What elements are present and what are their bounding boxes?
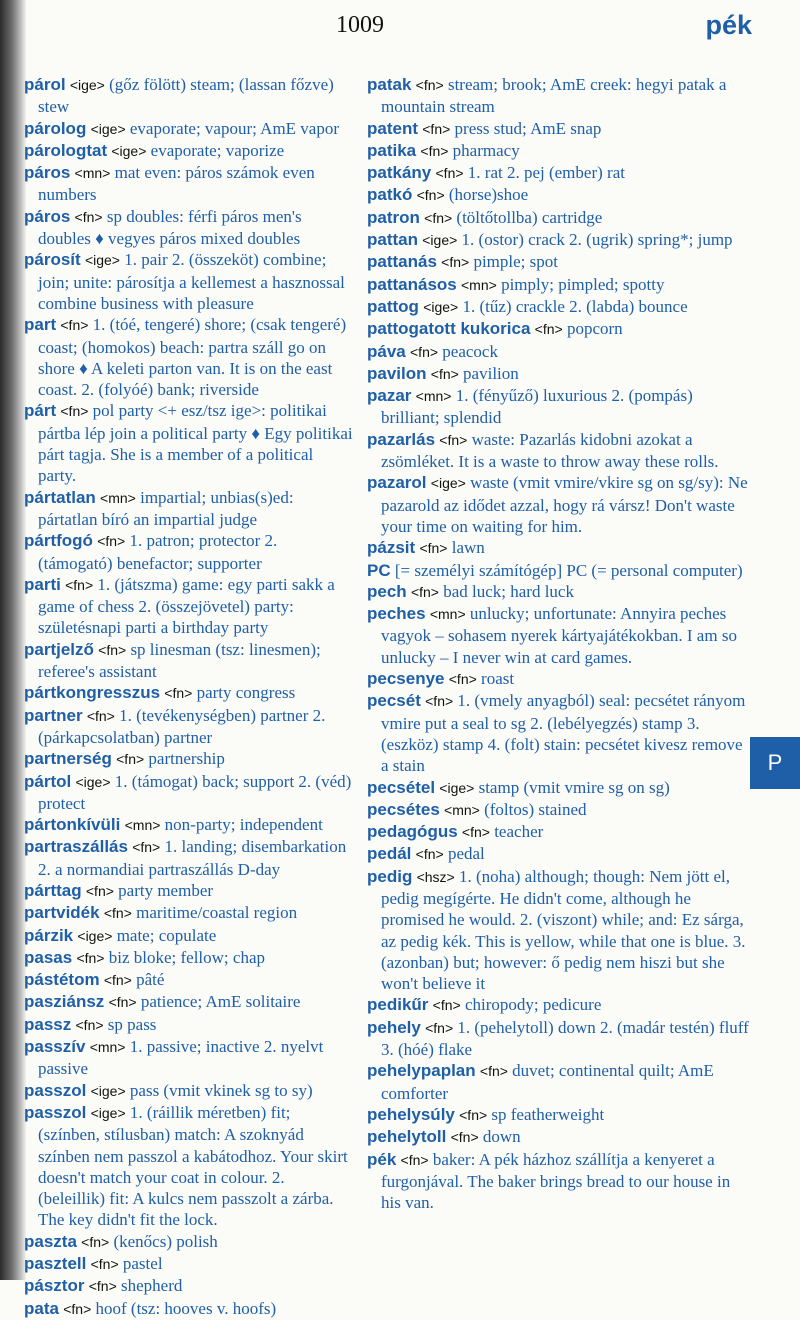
entry-headword: pazarlás: [367, 429, 436, 449]
dictionary-entry: [367, 184, 749, 206]
entry-definition: sp pass: [107, 1014, 157, 1034]
entry-definition: [= személyi számítógép] PC (= personal computer): [394, 560, 743, 580]
entry-definition: shepherd: [121, 1276, 183, 1296]
entry-definition: (kenőcs) polish: [113, 1231, 218, 1251]
entry-headword: pedig: [367, 866, 413, 886]
entry-pos-tag: <fn>: [103, 905, 132, 922]
entry-headword: pattan: [367, 230, 418, 250]
entry-definition: 1. rat 2. pej (ember) rat: [467, 163, 625, 183]
entry-headword: pazar: [367, 386, 412, 406]
dictionary-entry: [367, 581, 749, 603]
entry-definition: popcorn: [566, 319, 623, 339]
entry-pos-tag: <fn>: [479, 1063, 508, 1080]
dictionary-entry: [367, 537, 749, 559]
entry-pos-tag: <fn>: [74, 208, 103, 225]
dictionary-entry: [24, 705, 354, 749]
dictionary-entry: [367, 363, 749, 385]
entry-pos-tag: <fn>: [81, 1233, 110, 1250]
entry-headword: pártkongresszus: [24, 683, 161, 703]
entry-pos-tag: <mn>: [89, 1039, 126, 1056]
entry-pos-tag: <hsz>: [416, 868, 455, 885]
entry-pos-tag: <fn>: [97, 533, 126, 550]
entry-definition: 1. (pehelytoll) down 2. (madár testén) fluff 3. (hóé) flake: [381, 1017, 749, 1060]
dictionary-entry: [367, 318, 749, 340]
entry-pos-tag: <ige>: [75, 773, 111, 790]
entry-definition: waste: Pazarlás kidobni azokat a zsömléket. It is a waste to throw away these rolls.: [381, 429, 719, 472]
entry-definition: peacock: [442, 341, 498, 361]
entry-headword: patron: [367, 207, 420, 227]
entry-headword: pasztell: [24, 1254, 87, 1274]
entry-headword: partner: [24, 705, 83, 725]
entry-headword: pártol: [24, 771, 72, 791]
entry-headword: páva: [367, 341, 406, 361]
entry-definition: 1. patron; protector 2. (támogató) benefactor; supporter: [38, 531, 278, 573]
thumb-index-tab: P: [750, 737, 800, 789]
entry-headword: pehelysúly: [367, 1104, 455, 1124]
entry-pos-tag: <ige>: [439, 779, 475, 796]
entry-pos-tag: <fn>: [415, 77, 444, 93]
entry-pos-tag: <fn>: [448, 671, 477, 688]
entry-headword: pattogatott kukorica: [367, 319, 531, 339]
entry-pos-tag: <fn>: [534, 321, 563, 338]
dictionary-entry: [24, 1080, 354, 1102]
entry-headword: pecsenye: [367, 669, 445, 689]
dictionary-entry: [24, 74, 354, 118]
entry-pos-tag: <ige>: [423, 298, 459, 315]
entry-headword: pedál: [367, 844, 412, 864]
entry-pos-tag: <ige>: [90, 1082, 126, 1099]
entry-pos-tag: <fn>: [461, 824, 490, 841]
entry-headword: pedikűr: [367, 995, 429, 1015]
entry-headword: párosít: [24, 250, 81, 270]
entry-pos-tag: <ige>: [422, 232, 458, 249]
entry-definition: sp linesman (tsz: linesmen); referee's assistant: [38, 639, 321, 682]
entry-headword: pecsét: [367, 691, 421, 711]
dictionary-entry: [367, 229, 749, 251]
entry-pos-tag: <fn>: [415, 846, 444, 863]
dictionary-entry: [24, 1014, 354, 1036]
entry-definition: teacher: [494, 822, 544, 842]
entry-definition: 1. (ráillik méretben) fit; (színben, stílusban) match: A szoknyád színben nem passzol a kabátodhoz. Your skirt doesn't match your coat in colour. 2. (beleillik) fit: A kulcs nem passzolt a zárba. The key didn't fit the lock.: [38, 1102, 348, 1230]
entry-headword: párttag: [24, 880, 82, 900]
entry-definition: partnership: [148, 749, 225, 769]
entry-definition: pimple; spot: [473, 252, 558, 272]
dictionary-entry: [367, 74, 749, 118]
dictionary-entry: [367, 668, 749, 690]
entry-definition: pedal: [447, 844, 485, 864]
entry-definition: down: [482, 1127, 521, 1147]
entry-headword: passzol: [24, 1080, 87, 1100]
entry-headword: parti: [24, 574, 61, 594]
entry-pos-tag: <fn>: [65, 576, 94, 593]
entry-pos-tag: <mn>: [74, 165, 111, 182]
entry-headword: pedagógus: [367, 822, 458, 842]
dictionary-entry: [24, 880, 354, 902]
entry-definition: mate; copulate: [116, 925, 217, 945]
entry-pos-tag: <ige>: [90, 1104, 126, 1121]
entry-pos-tag: <fn>: [108, 994, 137, 1011]
entry-definition: 1. (tűz) crackle 2. (labda) bounce: [462, 296, 688, 316]
dictionary-entry: [367, 1104, 749, 1126]
dictionary-entry: [367, 1149, 749, 1214]
entry-definition: duvet; continental quilt; AmE comforter: [381, 1061, 714, 1103]
entry-definition: pastel: [122, 1254, 163, 1274]
entry-definition: biz bloke; fellow; chap: [108, 947, 265, 967]
entry-headword: patika: [367, 140, 417, 160]
entry-definition: pâté: [136, 970, 165, 990]
dictionary-entry: [367, 274, 749, 296]
entry-headword: passz: [24, 1014, 72, 1034]
entry-pos-tag: <fn>: [450, 1129, 479, 1146]
entry-definition: 1. landing; disembarkation 2. a normandiai partraszállás D-day: [38, 837, 347, 879]
entry-pos-tag: <mn>: [124, 817, 161, 834]
dictionary-entry: [367, 429, 749, 473]
entry-headword: pázsit: [367, 538, 416, 558]
entry-definition: patience; AmE solitaire: [140, 992, 301, 1012]
entry-pos-tag: <fn>: [90, 1256, 119, 1273]
entry-headword: paszta: [24, 1231, 77, 1251]
entry-headword: pech: [367, 581, 407, 601]
entry-definition: pimply; pimpled; spotty: [501, 274, 665, 294]
guide-word: pék: [705, 10, 752, 40]
entry-pos-tag: <fn>: [410, 343, 439, 360]
entry-pos-tag: <fn>: [98, 641, 127, 658]
entry-definition: 1. passive; inactive 2. nyelvt passive: [38, 1037, 324, 1079]
entry-pos-tag: <fn>: [432, 997, 461, 1014]
dictionary-entry: [24, 206, 354, 250]
dictionary-entry: [367, 1017, 749, 1061]
entry-definition: 1. (fényűző) luxurious 2. (pompás) brilliant; splendid: [381, 386, 693, 428]
dictionary-entry: [24, 814, 354, 836]
dictionary-entry: [24, 1231, 354, 1253]
entry-definition: hoof (tsz: hooves v. hoofs): [95, 1298, 277, 1318]
entry-headword: patkó: [367, 185, 413, 205]
entry-headword: pasziánsz: [24, 992, 105, 1012]
entry-pos-tag: <fn>: [422, 120, 451, 137]
dictionary-entry: [24, 400, 354, 486]
entry-definition: sp featherweight: [491, 1104, 605, 1124]
left-column: [24, 74, 354, 1318]
entry-definition: chiropody; pedicure: [464, 995, 602, 1015]
dictionary-entry: [367, 140, 749, 162]
dictionary-entry: [367, 843, 749, 865]
dictionary-entry: [367, 472, 749, 537]
dictionary-entry: [24, 574, 354, 639]
entry-headword: pata: [24, 1298, 59, 1318]
entry-headword: pártonkívüli: [24, 815, 121, 835]
entry-definition: press stud; AmE snap: [454, 118, 602, 138]
entry-headword: párol: [24, 75, 66, 94]
entry-headword: pásztor: [24, 1276, 85, 1296]
entry-headword: páros: [24, 206, 71, 226]
entry-pos-tag: <fn>: [75, 1016, 104, 1033]
entry-headword: pazarol: [367, 473, 427, 493]
entry-pos-tag: <fn>: [439, 431, 468, 448]
entry-definition: lawn: [451, 538, 485, 558]
entry-headword: pecsétel: [367, 777, 436, 797]
right-column: [367, 74, 749, 1272]
dictionary-entry: [24, 748, 354, 770]
entry-pos-tag: <fn>: [441, 254, 470, 271]
entry-headword: partjelző: [24, 639, 94, 659]
entry-pos-tag: <fn>: [164, 685, 193, 702]
entry-pos-tag: <fn>: [410, 583, 439, 600]
entry-pos-tag: <fn>: [425, 1019, 454, 1036]
entry-definition: waste (vmit vmire/vkire sg on sg/sy): Ne pazarold az idődet azzal, hogy rá vársz! Don't waste your time on waiting for him.: [381, 473, 748, 536]
entry-definition: roast: [481, 669, 515, 689]
entry-headword: peches: [367, 604, 426, 624]
dictionary-entry: [24, 1298, 354, 1320]
entry-definition: (foltos) stained: [484, 799, 587, 819]
dictionary-entry: [367, 385, 749, 429]
dictionary-entry: [24, 947, 354, 969]
dictionary-entry: [24, 969, 354, 991]
dictionary-entry: [367, 341, 749, 363]
entry-definition: 1. (támogat) back; support 2. (véd) protect: [38, 771, 352, 813]
dictionary-entry: [367, 207, 749, 229]
entry-definition: 1. (noha) although; though: Nem jött el, pedig megígérte. He didn't come, although he promised he would. 2. (viszont) while; and: Ez sárga, az pedig kék. This is yellow, while that one is blue. 3. (azonban) but; however: ő pedig nem hiszi but she won't believe it: [381, 866, 746, 994]
dictionary-entry: [367, 821, 749, 843]
entry-pos-tag: <mn>: [461, 276, 497, 293]
entry-definition: party congress: [196, 683, 296, 703]
entry-definition: 1. (játszma) game: egy parti sakk a game of chess 2. (összejövetel) party: születésnapi parti a birthday party: [38, 574, 335, 638]
dictionary-entry: [367, 296, 749, 318]
entry-headword: pehely: [367, 1017, 421, 1037]
entry-headword: pavilon: [367, 363, 427, 383]
dictionary-entry: [24, 118, 354, 140]
page-number: 1009: [336, 12, 384, 38]
entry-headword: pártatlan: [24, 487, 96, 507]
entry-definition: 1. (ostor) crack 2. (ugrik) spring*; jump: [461, 230, 733, 250]
dictionary-entry: [24, 771, 354, 815]
entry-pos-tag: <fn>: [424, 209, 453, 226]
dictionary-entry: [367, 799, 749, 821]
entry-headword: pehelytoll: [367, 1127, 447, 1147]
entry-headword: pehelypaplan: [367, 1061, 476, 1081]
entry-headword: patkány: [367, 163, 432, 183]
dictionary-entry: [24, 314, 354, 400]
dictionary-entry: [367, 162, 749, 184]
entry-pos-tag: <fn>: [103, 972, 132, 989]
dictionary-entry: [24, 1275, 354, 1297]
entry-pos-tag: <fn>: [76, 949, 105, 966]
entry-pos-tag: <fn>: [459, 1106, 488, 1123]
dictionary-entry: [367, 866, 749, 995]
entry-definition: evaporate; vapour; AmE vapor: [129, 118, 340, 138]
dictionary-entry: [367, 690, 749, 776]
entry-pos-tag: <fn>: [420, 142, 449, 159]
entry-pos-tag: <ige>: [84, 252, 120, 269]
entry-definition: pass (vmit vkinek sg to sy): [129, 1080, 313, 1100]
entry-definition: pol party <+ esz/tsz ige>: politikai pártba lép join a political party ♦ Egy politikai párt tagja. She is a member of a political party.: [38, 401, 353, 486]
entry-pos-tag: <fn>: [416, 187, 445, 204]
entry-definition: pharmacy: [452, 140, 520, 160]
entry-pos-tag: <fn>: [88, 1278, 117, 1295]
entry-headword: passzív: [24, 1037, 86, 1057]
entry-headword: passzol: [24, 1102, 87, 1122]
entry-headword: páros: [24, 163, 71, 183]
entry-definition: bad luck; hard luck: [443, 581, 574, 601]
entry-pos-tag: <ige>: [430, 475, 466, 492]
entry-pos-tag: <fn>: [435, 165, 464, 182]
entry-pos-tag: <mn>: [100, 489, 136, 506]
entry-definition: 1. (tevékenységben) partner 2. (párkapcsolatban) partner: [38, 705, 326, 747]
dictionary-entry: [367, 777, 749, 799]
dictionary-entry: [367, 603, 749, 668]
entry-definition: (horse)shoe: [448, 185, 529, 205]
dictionary-entry: [367, 1126, 749, 1148]
dictionary-entry: [367, 118, 749, 140]
entry-headword: párt: [24, 401, 57, 421]
entry-pos-tag: <fn>: [419, 540, 448, 557]
entry-headword: pástétom: [24, 970, 100, 990]
entry-headword: párolog: [24, 118, 87, 138]
entry-pos-tag: <fn>: [430, 365, 459, 382]
entry-pos-tag: <fn>: [86, 707, 115, 724]
entry-definition: sp doubles: férfi páros men's doubles ♦ vegyes páros mixed doubles: [38, 206, 302, 249]
dictionary-entry: [24, 639, 354, 683]
book-spine-shadow: [0, 0, 26, 1280]
entry-definition: stream; brook; AmE creek: hegyi patak a mountain stream: [381, 75, 727, 117]
entry-pos-tag: <mn>: [415, 388, 452, 405]
entry-pos-tag: <mn>: [444, 801, 480, 818]
dictionary-entry: [24, 162, 354, 206]
entry-headword: pattog: [367, 296, 419, 316]
entry-definition: party member: [118, 880, 214, 900]
entry-pos-tag: <mn>: [429, 606, 466, 623]
entry-headword: partnerség: [24, 749, 112, 769]
dictionary-entry: [24, 1036, 354, 1080]
entry-pos-tag: <fn>: [116, 751, 145, 768]
entry-pos-tag: <ige>: [111, 142, 147, 159]
entry-pos-tag: <fn>: [425, 693, 454, 710]
dictionary-entry: [24, 902, 354, 924]
entry-definition: pavilion: [463, 363, 519, 383]
entry-pos-tag: <ige>: [90, 120, 126, 137]
dictionary-entry: [24, 836, 354, 880]
entry-headword: pék: [367, 1149, 397, 1169]
dictionary-entry: [367, 251, 749, 273]
entry-pos-tag: <ige>: [77, 927, 113, 944]
entry-pos-tag: <ige>: [69, 77, 105, 93]
entry-definition: (gőz fölött) steam; (lassan főzve) stew: [38, 75, 334, 117]
entry-headword: pattanás: [367, 252, 437, 272]
entry-definition: impartial; unbias(s)ed: pártatlan bíró an impartial judge: [38, 487, 294, 529]
entry-definition: (töltőtollba) cartridge: [456, 207, 603, 227]
entry-definition: 1. (tóé, tengeré) shore; (csak tengeré) coast; (homokos) beach: partra száll go on shore ♦ A keleti parton van. It is on the east coast. 2. (folyóé) bank; riverside: [38, 315, 347, 400]
entry-pos-tag: <fn>: [63, 1300, 92, 1317]
entry-pos-tag: <fn>: [85, 882, 114, 899]
entry-definition: 1. pair 2. (összeköt) combine; join; unite: párosítja a kellemest a hasznossal combine business with pleasure: [38, 250, 345, 313]
entry-headword: PC: [367, 560, 391, 580]
entry-headword: partvidék: [24, 903, 100, 923]
dictionary-entry: [24, 530, 354, 574]
entry-definition: mat even: páros számok even numbers: [38, 163, 315, 205]
entry-headword: pasas: [24, 947, 73, 967]
dictionary-entry: [24, 682, 354, 704]
dictionary-entry: [367, 994, 749, 1016]
entry-definition: unlucky; unfortunate: Annyira peches vagyok – sohasem nyerek kártyajátékokban. I am so unlucky – I never win at card games.: [381, 604, 737, 667]
entry-headword: pecsétes: [367, 799, 440, 819]
dictionary-entry: [24, 487, 354, 531]
dictionary-entry: [367, 1060, 749, 1104]
entry-headword: párzik: [24, 925, 74, 945]
entry-headword: part: [24, 315, 57, 335]
entry-definition: stamp (vmit vmire sg on sg): [478, 777, 670, 797]
dictionary-entry: [367, 560, 749, 581]
dictionary-entry: [24, 991, 354, 1013]
dictionary-entry: [24, 249, 354, 314]
entry-definition: non-party; independent: [164, 815, 323, 835]
entry-headword: párologtat: [24, 140, 108, 160]
entry-definition: baker: A pék házhoz szállítja a kenyeret a furgonjával. The baker brings bread to our house in his van.: [381, 1149, 731, 1213]
entry-pos-tag: <fn>: [400, 1151, 429, 1168]
dictionary-entry: [24, 1253, 354, 1275]
entry-headword: pattanásos: [367, 274, 457, 294]
entry-headword: patent: [367, 118, 418, 138]
dictionary-entry: [24, 1102, 354, 1231]
dictionary-entry: [24, 925, 354, 947]
entry-definition: 1. (vmely anyagból) seal: pecsétet rányom vmire put a seal to sg 2. (lebélyegzés) stamp 3. (eszköz) stamp 4. (folt) stain: pecsétet kivesz remove a stain: [381, 691, 746, 776]
entry-headword: patak: [367, 75, 412, 94]
entry-pos-tag: <fn>: [60, 403, 89, 420]
entry-definition: maritime/coastal region: [136, 903, 298, 923]
entry-headword: pártfogó: [24, 531, 93, 551]
entry-pos-tag: <fn>: [132, 839, 161, 856]
entry-headword: partraszállás: [24, 837, 128, 857]
dictionary-entry: [24, 140, 354, 162]
entry-definition: evaporate; vaporize: [150, 140, 285, 160]
entry-pos-tag: <fn>: [60, 317, 89, 334]
